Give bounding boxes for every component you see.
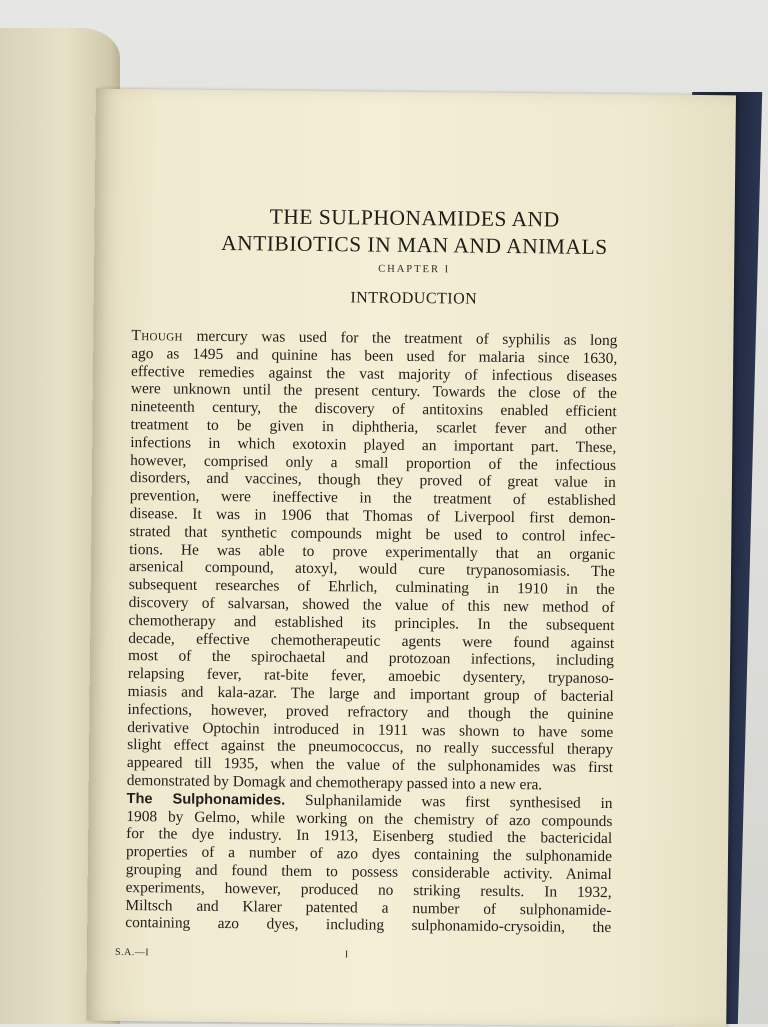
paragraph-line: Miltsch and Klarer patented a number of sulphonamide- [125, 896, 612, 919]
page-footer [114, 946, 601, 961]
paragraph-line: grouping and found them to possess considerable activity. Animal [125, 860, 612, 883]
paragraph-line: were unknown until the present century. Towards the close of the [130, 380, 617, 403]
paragraph-line: derivative Optochin introduced in 1911 was shown to have some [127, 718, 614, 741]
paragraph-line: prevention, were ineffective in the treatment of established [129, 487, 616, 510]
paragraph-line: properties of a number of azo dyes containing the sulphonamide [125, 843, 613, 866]
paragraph-line: infections in which exotoxin played an important part. These, [130, 433, 617, 456]
paragraph-line: treatment to be given in diphtheria, scarlet fever and other [130, 416, 617, 439]
subsection-heading: The Sulphonamides. [126, 790, 286, 809]
paragraph-line: decade, effective chemotherapeutic agents were found against [128, 629, 615, 652]
paragraph-line: however, comprised only a small proportion of the infectious [130, 451, 617, 474]
paragraph-line: tions. He was able to prove experimentally that an organic [129, 540, 616, 563]
paragraph-line: disease. It was in 1906 that Thomas of Liverpool first demon- [129, 504, 616, 528]
paragraph-line: appeared till 1935, when the value of the sulphonamides was first [126, 754, 614, 777]
paragraph-line: chemotherapy and established its principles. In the subsequent [128, 611, 615, 634]
chapter-label: CHAPTER I [378, 263, 451, 276]
paragraph-line: slight effect against the pneumococcus, no really successful therapy [127, 736, 614, 759]
paragraph-line: demonstrated by Domagk and chemotherapy passed into a new era. [126, 771, 543, 794]
paragraph-line: disorders, and vaccines, though they proved of great value in [129, 469, 617, 492]
paragraph-line: Though mercury was used for the treatment of syphilis as long [131, 327, 618, 350]
drop-word: Though [131, 327, 184, 345]
paragraph-line: miasis and kala-azar. The large and important group of bacterial [127, 682, 614, 706]
paragraph-line: ago as 1495 and quinine has been used for malaria since 1630, [131, 344, 618, 367]
paragraph-line: nineteenth century, the discovery of antitoxins enabled efficient [130, 398, 617, 421]
paragraph-line: most of the spirochaetal and protozoan infections, including [127, 647, 615, 670]
book-page [86, 89, 736, 1027]
book-title-line-2: ANTIBIOTICS IN MAN AND ANIMALS [221, 230, 608, 260]
body-text [125, 327, 617, 937]
paragraph-line: subsequent researches of Ehrlich, culminating in 1910 in the [128, 576, 615, 599]
paragraph-line: for the dye industry. In 1913, Eisenberg studied the bactericidal [126, 825, 613, 848]
paragraph-line: 1908 by Gelmo, while working on the chemistry of azo compounds [126, 807, 613, 830]
paragraph-line: The Sulphonamides. Sulphanilamide was first synthesised in [126, 790, 613, 812]
section-heading: INTRODUCTION [350, 289, 478, 308]
paragraph-line: relapsing fever, rat-bite fever, amoebic dysentery, trypanoso- [127, 665, 614, 688]
paragraph-line: discovery of salvarsan, showed the value of this new method of [128, 593, 615, 617]
paragraph-line: infections, however, proved refractory and though the quinine [127, 700, 614, 723]
page-number: I [344, 949, 349, 961]
paragraph-line: containing azo dyes, including sulphonamido-crysoidin, the [125, 914, 612, 937]
paragraph-line: experiments, however, produced no striking results. In 1932, [125, 878, 612, 901]
paragraph-line: strated that synthetic compounds might be used to control infec- [129, 522, 616, 545]
paragraph-line: arsenical compound, atoxyl, would cure trypanosomiasis. The [128, 558, 616, 581]
signature-mark: S.A.—I [114, 946, 150, 959]
book-title-line-1: THE SULPHONAMIDES AND [269, 204, 560, 232]
paragraph-line: effective remedies against the vast majority of infectious diseases [130, 362, 618, 385]
